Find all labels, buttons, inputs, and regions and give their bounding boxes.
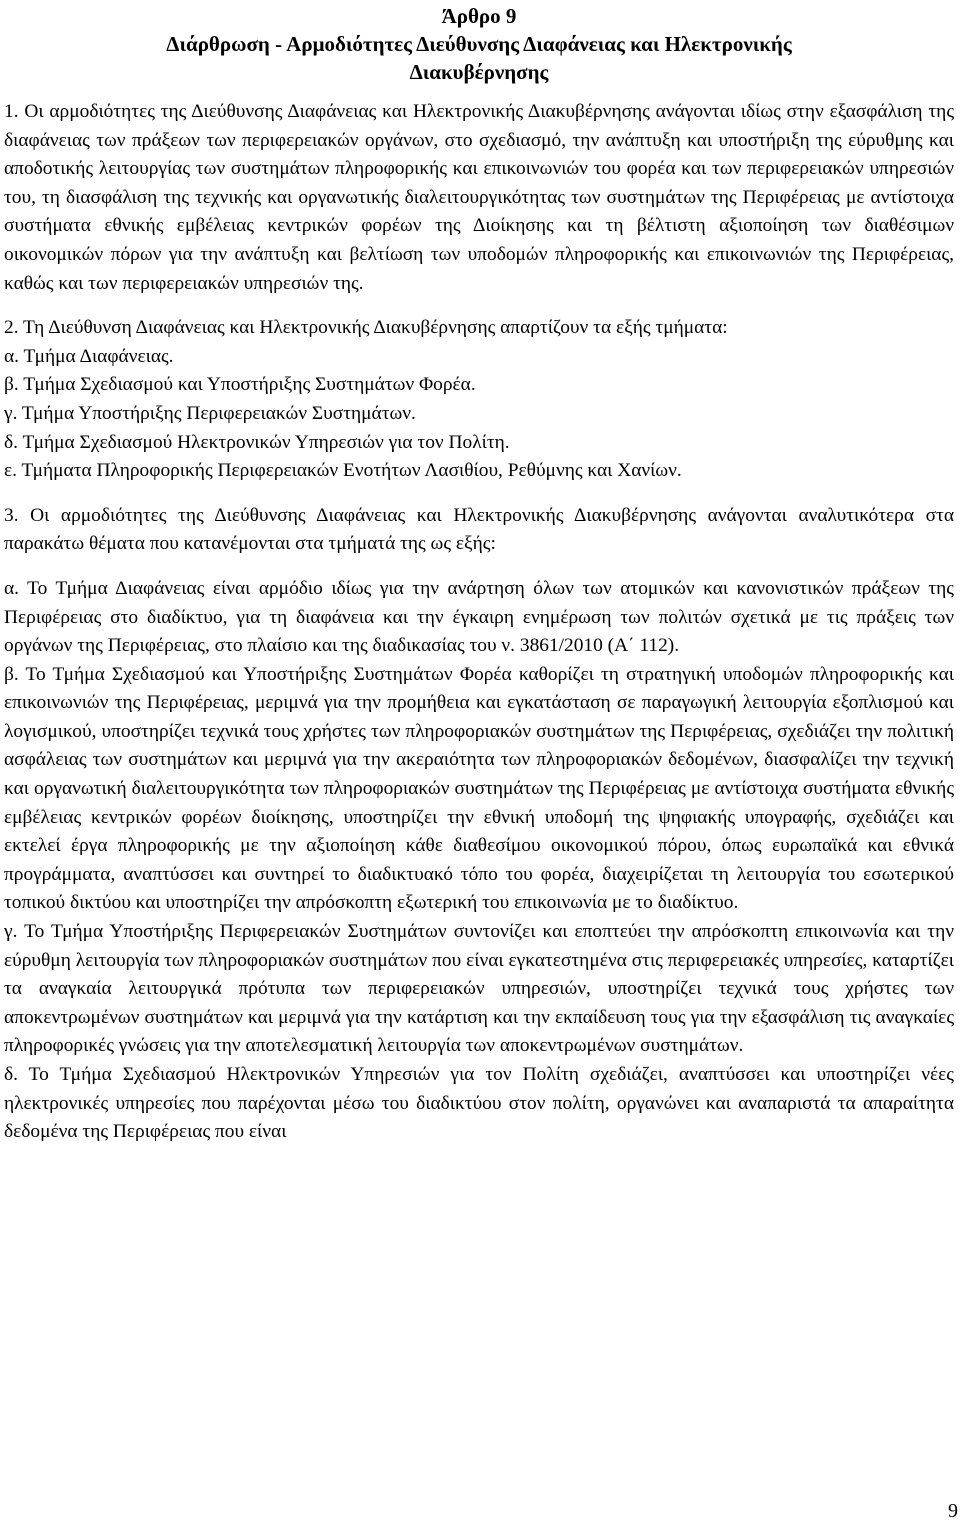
paragraph-1: 1. Οι αρμοδιότητες της Διεύθυνσης Διαφάνειας και Ηλεκτρονικής Διακυβέρνησης ανάγονται ιδίως στην εξασφάλιση της διαφάνειας των πράξεων των περιφερειακών οργάνων, στο σχεδιασμό, την ανάπτυξη και υποστήριξη της εύρυθμης και αποδοτικής λειτουργίας των συστημάτων πληροφορικής και επικοινωνιών του φορέα και των περιφερειακών υπηρεσιών του, τη διασφάλιση της τεχνικής και οργανωτικής διαλειτουργικότητας των συστημάτων της Περιφέρειας με αντίστοιχα συστήματα εθνικής εμβέλειας κεντρικών φορέων της Διοίκησης και τη βέλτιστη αξιοποίηση των διαθέσιμων οικονομικών πόρων για την ανάπτυξη και βελτίωση των υποδομών πληροφορικής και επικοινωνιών της Περιφέρειας, καθώς και των περιφερειακών υπηρεσιών της.: [4, 101, 954, 294]
paragraph-3: 3. Οι αρμοδιότητες της Διεύθυνσης Διαφάνειας και Ηλεκτρονικής Διακυβέρνησης ανάγονται αναλυτικότερα στα παρακάτω θέματα που κατανέμονται στα τμήματά της ως εξής:: [4, 504, 954, 555]
department-item-e: ε. Τμήματα Πληροφορικής Περιφερειακών Ενοτήτων Λασιθίου, Ρεθύμνης και Χανίων.: [4, 460, 682, 482]
document-page: [4, 0, 954, 1147]
department-item-b: β. Τμήμα Σχεδιασμού και Υποστήριξης Συστημάτων Φορέα.: [4, 374, 476, 396]
section-b: β. Το Τμήμα Σχεδιασμού και Υποστήριξης Συστημάτων Φορέα καθορίζει τη στρατηγική υποδομών πληροφορικής και επικοινωνιών της Περιφέρειας, μεριμνά για την προμήθεια και εγκατάσταση σε παραγωγική λειτουργία εξοπλισμού και λογισμικού, υποστηρίζει τεχνικά τους χρήστες των πληροφοριακών συστημάτων της Περιφέρειας, σχεδιάζει την πολιτική ασφάλειας των συστημάτων και μεριμνά για την ακεραιότητα των πληροφοριακών δεδομένων, διασφαλίζει την τεχνική και οργανωτική διαλειτουργικότητα των πληροφοριακών συστημάτων της Περιφέρειας με αντίστοιχα συστήματα εθνικής εμβέλειας κεντρικών φορέων διοίκησης, υποστηρίζει την εθνική υποδομή της ψηφιακής υπογραφής, σχεδιάζει και εκτελεί έργα πληροφορικής με την αξιοποίηση κάθε διαθεσίμου οικονομικού πόρου, όπως ευρωπαϊκά και εθνικά προγράμματα, αναπτύσσει και συντηρεί το διαδικτυακό τόπο του φορέα, διαχειρίζεται τη λειτουργία του εσωτερικού τοπικού δικτύου και υποστηρίζει την απρόσκοπτη εξωτερική του επικοινωνία με το διαδίκτυο.: [4, 663, 954, 914]
department-item-a: α. Τμήμα Διαφάνειας.: [4, 345, 174, 367]
paragraph-2-intro: 2. Τη Διεύθυνση Διαφάνειας και Ηλεκτρονικής Διακυβέρνησης απαρτίζουν τα εξής τμήματα:: [4, 317, 728, 339]
article-title-line1: Διάρθρωση - Αρμοδιότητες Διεύθυνσης Διαφάνειας και Ηλεκτρονικής: [166, 32, 792, 56]
article-title-line2: Διακυβέρνησης: [409, 60, 549, 84]
page-number: 9: [948, 1500, 958, 1522]
section-c: γ. Το Τμήμα Υποστήριξης Περιφερειακών Συστημάτων συντονίζει και εποπτεύει την απρόσκοπτη επικοινωνία και την εύρυθμη λειτουργία των πληροφοριακών συστημάτων που είναι εγκατεστημένα στις περιφερειακές υπηρεσίες, καταρτίζει τα αναγκαία λειτουργικά πρότυπα των περιφερειακών υπηρεσιών, υποστηρίζει τεχνικά τους χρήστες των αποκεντρωμένων συστημάτων και μεριμνά για την κατάρτιση και την εκπαίδευση τους για την εξασφάλιση τις αναγκαίες πληροφορικές γνώσεις για την αποτελεσματική λειτουργία των αποκεντρωμένων συστημάτων.: [4, 921, 954, 1057]
section-a: α. Το Τμήμα Διαφάνειας είναι αρμόδιο ιδίως για την ανάρτηση όλων των ατομικών και κανονιστικών πράξεων της Περιφέρειας στο διαδίκτυο, για τη διαφάνεια και την έγκαιρη ενημέρωση των πολιτών σχετικά με τις πράξεις των οργάνων της Περιφέρειας, στο πλαίσιο και της διαδικασίας του ν. 3861/2010 (Α΄ 112).: [4, 577, 954, 657]
department-item-d: δ. Τμήμα Σχεδιασμού Ηλεκτρονικών Υπηρεσιών για τον Πολίτη.: [4, 431, 510, 453]
department-item-c: γ. Τμήμα Υποστήριξης Περιφερειακών Συστημάτων.: [4, 402, 416, 424]
section-d: δ. Το Τμήμα Σχεδιασμού Ηλεκτρονικών Υπηρεσιών για τον Πολίτη σχεδιάζει, αναπτύσσει και υποστηρίζει νέες ηλεκτρονικές υπηρεσίες που παρέχονται μέσω του διαδικτύου στον πολίτη, οργανώνει και αναπαριστά τα απαραίτητα δεδομένα της Περιφέρειας που είναι: [4, 1064, 954, 1143]
article-number: Άρθρο 9: [441, 4, 517, 28]
